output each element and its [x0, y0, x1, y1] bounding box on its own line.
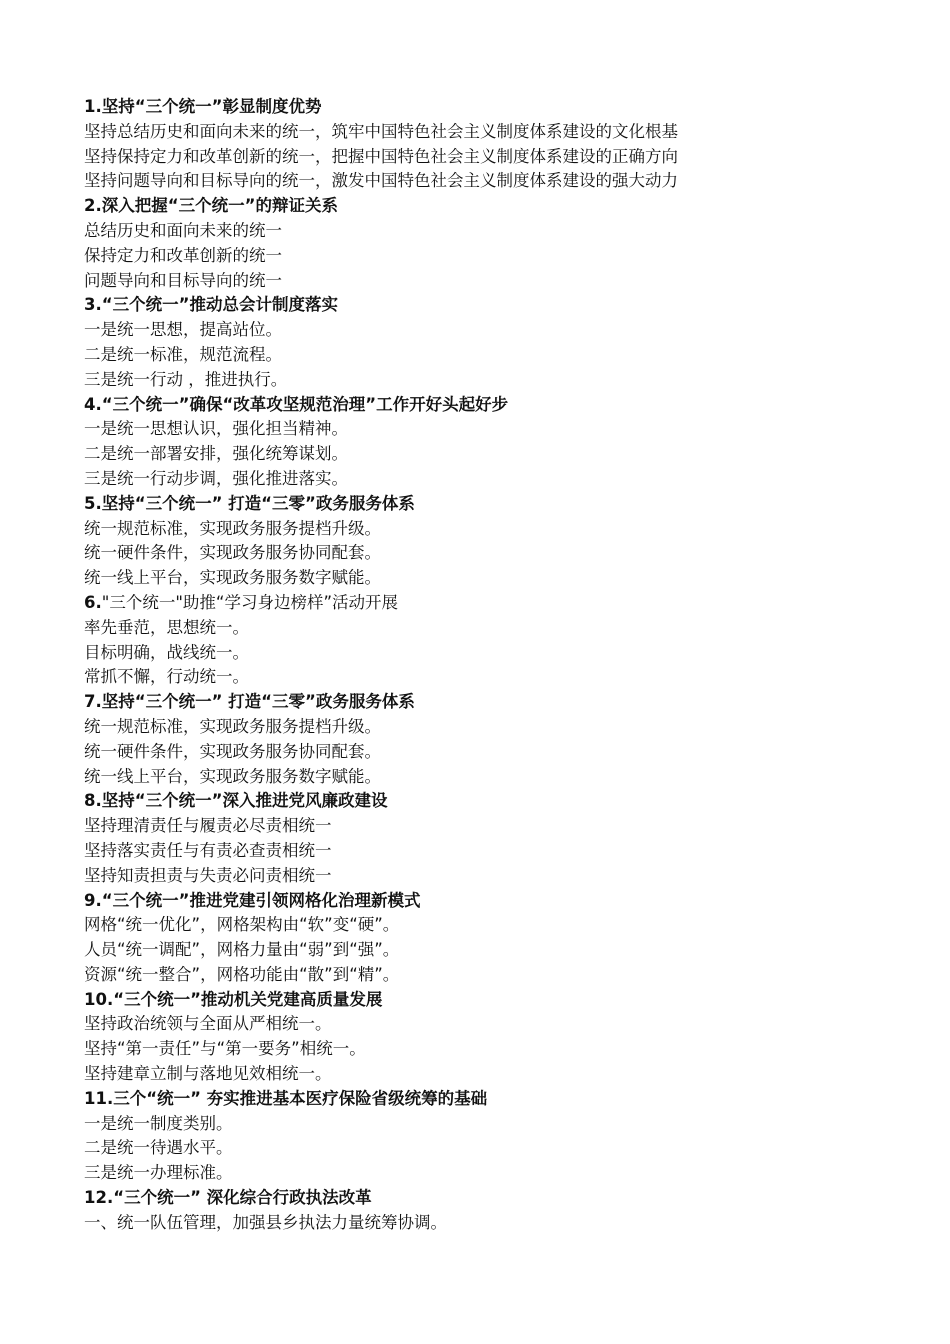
list-item: 坚持知责担责与失责必问责相统一 [84, 865, 332, 885]
section-title: 坚持“三个统一” 打造“三零”政务服务体系 [101, 692, 415, 712]
list-item: 二是统一待遇水平。 [84, 1138, 233, 1158]
list-item: 坚持理清责任与履责必尽责相统一 [84, 816, 332, 836]
list-item: 坚持政治统领与全面从严相统一。 [84, 1014, 332, 1034]
section-number: 8. [84, 791, 102, 811]
list-item: 问题导向和目标导向的统一 [84, 270, 282, 290]
section-title: “三个统一”推进党建引领网格化治理新模式 [101, 890, 421, 910]
list-item: 三是统一办理标准。 [84, 1163, 233, 1183]
section-number: 10. [84, 989, 114, 1009]
section-title: “三个统一”推动总会计制度落实 [101, 295, 338, 315]
list-item: 资源“统一整合”，网格功能由“散”到“精”。 [84, 964, 400, 984]
section-title: 三个“统一” 夯实推进基本医疗保险省级统筹的基础 [113, 1088, 488, 1108]
list-item: 统一规范标准，实现政务服务提档升级。 [84, 518, 381, 538]
list-item: 统一硬件条件，实现政务服务协同配套。 [84, 543, 381, 563]
section-heading [84, 95, 904, 120]
section-heading [84, 988, 904, 1013]
list-item: 网格“统一优化”，网格架构由“软”变“硬”。 [84, 915, 400, 935]
list-item: 坚持问题导向和目标导向的统一，激发中国特色社会主义制度体系建设的强大动力 [84, 171, 678, 191]
document-page [84, 95, 904, 1236]
section-heading [84, 1186, 904, 1211]
section-title: "三个统一"助推“学习身边榜样”活动开展 [101, 592, 399, 612]
list-item: 坚持“第一责任”与“第一要务”相统一。 [84, 1039, 366, 1059]
list-item: 三是统一行动步调，强化推进落实。 [84, 468, 348, 488]
section-number: 5. [84, 493, 102, 513]
section-number: 3. [84, 295, 102, 315]
section-number: 4. [84, 394, 102, 414]
section-title: 坚持“三个统一”深入推进党风廉政建设 [101, 791, 388, 811]
section-heading [84, 690, 904, 715]
section-heading [84, 889, 904, 914]
section-number: 9. [84, 890, 102, 910]
section-number: 11. [84, 1088, 114, 1108]
section-number: 12. [84, 1188, 114, 1208]
list-item: 保持定力和改革创新的统一 [84, 245, 282, 265]
section-number: 1. [84, 97, 102, 116]
list-item: 三是统一行动 ，推进执行。 [84, 369, 288, 389]
list-item: 统一规范标准，实现政务服务提档升级。 [84, 716, 381, 736]
section-heading [84, 492, 904, 517]
section-title: “三个统一”确保“改革攻坚规范治理”工作开好头起好步 [101, 394, 509, 414]
section-heading [84, 591, 904, 616]
list-item: 一是统一思想，提高站位。 [84, 320, 282, 340]
list-item: 二是统一标准，规范流程。 [84, 344, 282, 364]
section-number: 2. [84, 196, 102, 216]
list-item: 总结历史和面向未来的统一 [84, 220, 282, 240]
section-title: “三个统一” 深化综合行政执法改革 [113, 1188, 372, 1208]
section-heading [84, 789, 904, 814]
list-item: 坚持落实责任与有责必查责相统一 [84, 840, 332, 860]
section-heading [84, 293, 904, 318]
list-item: 统一线上平台，实现政务服务数字赋能。 [84, 766, 381, 786]
section-title: 坚持“三个统一”彰显制度优势 [101, 97, 322, 116]
section-heading [84, 194, 904, 219]
section-heading [84, 393, 904, 418]
list-item: 坚持保持定力和改革创新的统一，把握中国特色社会主义制度体系建设的正确方向 [84, 146, 678, 166]
section-title: 深入把握“三个统一”的辩证关系 [101, 196, 338, 216]
section-number: 7. [84, 692, 102, 712]
list-item: 一是统一思想认识，强化担当精神。 [84, 419, 348, 439]
list-item: 一是统一制度类别。 [84, 1113, 233, 1133]
list-item: 统一线上平台，实现政务服务数字赋能。 [84, 568, 381, 588]
list-item: 常抓不懈，行动统一。 [84, 667, 249, 687]
list-item: 率先垂范，思想统一。 [84, 617, 249, 637]
list-item: 一、统一队伍管理，加强县乡执法力量统筹协调。 [84, 1212, 447, 1232]
section-number: 6. [84, 592, 102, 612]
list-item: 坚持建章立制与落地见效相统一。 [84, 1064, 332, 1084]
section-title: “三个统一”推动机关党建高质量发展 [113, 989, 383, 1009]
section-heading [84, 1087, 904, 1112]
section-title: 坚持“三个统一” 打造“三零”政务服务体系 [101, 493, 415, 513]
list-item: 人员“统一调配”，网格力量由“弱”到“强”。 [84, 940, 400, 960]
list-item: 坚持总结历史和面向未来的统一，筑牢中国特色社会主义制度体系建设的文化根基 [84, 121, 678, 141]
list-item: 二是统一部署安排，强化统筹谋划。 [84, 444, 348, 464]
list-item: 统一硬件条件，实现政务服务协同配套。 [84, 741, 381, 761]
list-item: 目标明确，战线统一。 [84, 642, 249, 662]
